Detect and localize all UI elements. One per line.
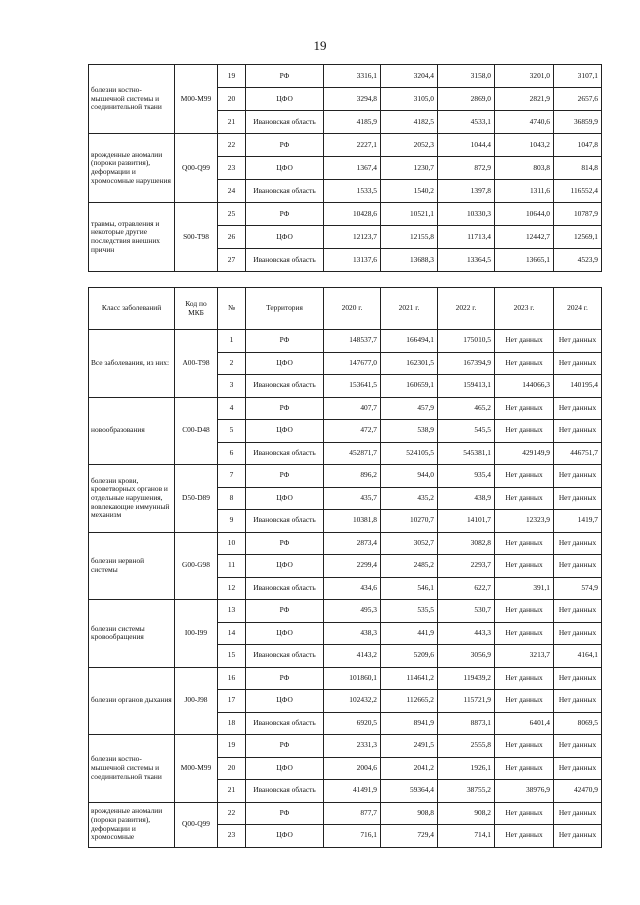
value-cell: 944,0 <box>381 465 438 488</box>
value-cell: 112665,2 <box>381 690 438 713</box>
territory-cell: Ивановская область <box>246 712 324 735</box>
value-cell: 13137,6 <box>324 249 381 272</box>
value-cell: 1367,4 <box>324 157 381 180</box>
value-cell: Нет данных <box>495 487 554 510</box>
value-cell: 574,9 <box>554 577 602 600</box>
row-number-cell: 21 <box>218 780 246 803</box>
value-cell: 3052,7 <box>381 532 438 555</box>
value-cell: 446751,7 <box>554 442 602 465</box>
value-cell: Нет данных <box>495 555 554 578</box>
row-number-cell: 19 <box>218 65 246 88</box>
disease-class-cell: врожденные аномалии (пороки развития), деформации и хромосомные нарушения <box>89 134 175 203</box>
value-cell: 148537,7 <box>324 330 381 353</box>
value-cell: 716,1 <box>324 825 381 848</box>
icd-code-cell: Q00-Q99 <box>175 802 218 847</box>
value-cell: Нет данных <box>554 330 602 353</box>
value-cell: 12123,7 <box>324 226 381 249</box>
value-cell: 908,8 <box>381 802 438 825</box>
value-cell: 38976,9 <box>495 780 554 803</box>
icd-code-cell: S00-T98 <box>175 203 218 272</box>
value-cell: 144066,3 <box>495 375 554 398</box>
row-number-cell: 26 <box>218 226 246 249</box>
disease-class-cell: новообразования <box>89 397 175 465</box>
row-number-cell: 23 <box>218 825 246 848</box>
table-row <box>89 532 602 555</box>
value-cell: 1043,2 <box>495 134 554 157</box>
icd-code-cell: A00-T98 <box>175 330 218 398</box>
value-cell: 140195,4 <box>554 375 602 398</box>
row-number-cell: 6 <box>218 442 246 465</box>
value-cell: 896,2 <box>324 465 381 488</box>
value-cell: 1419,7 <box>554 510 602 533</box>
territory-cell: Ивановская область <box>246 645 324 668</box>
value-cell: Нет данных <box>554 690 602 713</box>
value-cell: Нет данных <box>495 667 554 690</box>
territory-cell: Ивановская область <box>246 442 324 465</box>
disease-class-cell: болезни нервной системы <box>89 532 175 600</box>
value-cell: 443,3 <box>438 622 495 645</box>
row-number-cell: 10 <box>218 532 246 555</box>
row-number-cell: 24 <box>218 180 246 203</box>
disease-class-cell: болезни системы кровообращения <box>89 600 175 668</box>
header-row <box>89 288 602 330</box>
row-number-cell: 19 <box>218 735 246 758</box>
territory-cell: РФ <box>246 667 324 690</box>
icd-code-cell: M00-M99 <box>175 735 218 803</box>
disease-class-cell: врожденные аномалии (пороки развития), деформации и хромосомные <box>89 802 175 847</box>
icd-code-cell: D50-D89 <box>175 465 218 533</box>
territory-cell: Ивановская область <box>246 180 324 203</box>
value-cell: Нет данных <box>554 420 602 443</box>
value-cell: 872,9 <box>438 157 495 180</box>
value-cell: 14101,7 <box>438 510 495 533</box>
value-cell: 162301,5 <box>381 352 438 375</box>
value-cell: 116552,4 <box>554 180 602 203</box>
value-cell: 119439,2 <box>438 667 495 690</box>
value-cell: 13665,1 <box>495 249 554 272</box>
value-cell: Нет данных <box>495 690 554 713</box>
value-cell: 2869,0 <box>438 88 495 111</box>
row-number-cell: 20 <box>218 88 246 111</box>
header-2022: 2022 г. <box>438 288 495 330</box>
value-cell: 429149,9 <box>495 442 554 465</box>
row-number-cell: 11 <box>218 555 246 578</box>
value-cell: 441,9 <box>381 622 438 645</box>
value-cell: 10787,9 <box>554 203 602 226</box>
row-number-cell: 3 <box>218 375 246 398</box>
value-cell: 465,2 <box>438 397 495 420</box>
territory-cell: ЦФО <box>246 157 324 180</box>
value-cell: Нет данных <box>495 622 554 645</box>
value-cell: 12155,8 <box>381 226 438 249</box>
icd-code-cell: M00-M99 <box>175 65 218 134</box>
value-cell: 407,7 <box>324 397 381 420</box>
value-cell: 2004,6 <box>324 757 381 780</box>
row-number-cell: 1 <box>218 330 246 353</box>
value-cell: 2293,7 <box>438 555 495 578</box>
value-cell: 160659,1 <box>381 375 438 398</box>
value-cell: 935,4 <box>438 465 495 488</box>
value-cell: 495,3 <box>324 600 381 623</box>
territory-cell: Ивановская область <box>246 249 324 272</box>
value-cell: Нет данных <box>554 487 602 510</box>
value-cell: 6920,5 <box>324 712 381 735</box>
value-cell: 115721,9 <box>438 690 495 713</box>
territory-cell: ЦФО <box>246 555 324 578</box>
value-cell: 3316,1 <box>324 65 381 88</box>
value-cell: 59364,4 <box>381 780 438 803</box>
table-row <box>89 465 602 488</box>
value-cell: Нет данных <box>554 352 602 375</box>
table-row <box>89 65 602 88</box>
value-cell: 153641,5 <box>324 375 381 398</box>
value-cell: 4182,5 <box>381 111 438 134</box>
value-cell: 114641,2 <box>381 667 438 690</box>
value-cell: 438,3 <box>324 622 381 645</box>
row-number-cell: 9 <box>218 510 246 533</box>
value-cell: 457,9 <box>381 397 438 420</box>
value-cell: 42470,9 <box>554 780 602 803</box>
value-cell: 4143,2 <box>324 645 381 668</box>
territory-cell: РФ <box>246 600 324 623</box>
value-cell: Нет данных <box>554 802 602 825</box>
value-cell: 10381,8 <box>324 510 381 533</box>
value-cell: 530,7 <box>438 600 495 623</box>
value-cell: 1044,4 <box>438 134 495 157</box>
value-cell: 36859,9 <box>554 111 602 134</box>
value-cell: 12442,7 <box>495 226 554 249</box>
row-number-cell: 4 <box>218 397 246 420</box>
territory-cell: Ивановская область <box>246 510 324 533</box>
value-cell: 2331,3 <box>324 735 381 758</box>
value-cell: 159413,1 <box>438 375 495 398</box>
value-cell: Нет данных <box>495 757 554 780</box>
territory-cell: ЦФО <box>246 352 324 375</box>
value-cell: 435,2 <box>381 487 438 510</box>
value-cell: Нет данных <box>554 825 602 848</box>
value-cell: 2821,9 <box>495 88 554 111</box>
value-cell: Нет данных <box>554 600 602 623</box>
value-cell: Нет данных <box>554 735 602 758</box>
icd-code-cell: Q00-Q99 <box>175 134 218 203</box>
header-code: Код по МКБ <box>175 288 218 330</box>
value-cell: Нет данных <box>495 352 554 375</box>
value-cell: Нет данных <box>495 420 554 443</box>
row-number-cell: 2 <box>218 352 246 375</box>
value-cell: 1540,2 <box>381 180 438 203</box>
territory-cell: РФ <box>246 65 324 88</box>
header-2020: 2020 г. <box>324 288 381 330</box>
morbidity-table <box>88 287 602 848</box>
value-cell: 2052,3 <box>381 134 438 157</box>
value-cell: 1047,8 <box>554 134 602 157</box>
value-cell: 10644,0 <box>495 203 554 226</box>
value-cell: 472,7 <box>324 420 381 443</box>
value-cell: 38755,2 <box>438 780 495 803</box>
header-class: Класс заболеваний <box>89 288 175 330</box>
value-cell: Нет данных <box>495 397 554 420</box>
row-number-cell: 23 <box>218 157 246 180</box>
row-number-cell: 22 <box>218 802 246 825</box>
value-cell: 12569,1 <box>554 226 602 249</box>
table-row <box>89 802 602 825</box>
value-cell: Нет данных <box>554 757 602 780</box>
value-cell: 10428,6 <box>324 203 381 226</box>
row-number-cell: 21 <box>218 111 246 134</box>
territory-cell: ЦФО <box>246 420 324 443</box>
value-cell: 147677,0 <box>324 352 381 375</box>
value-cell: 2041,2 <box>381 757 438 780</box>
value-cell: 3082,8 <box>438 532 495 555</box>
value-cell: 3056,9 <box>438 645 495 668</box>
territory-cell: Ивановская область <box>246 111 324 134</box>
value-cell: 41491,9 <box>324 780 381 803</box>
value-cell: Нет данных <box>554 397 602 420</box>
row-number-cell: 22 <box>218 134 246 157</box>
row-number-cell: 5 <box>218 420 246 443</box>
territory-cell: ЦФО <box>246 825 324 848</box>
territory-cell: Ивановская область <box>246 780 324 803</box>
value-cell: 524105,5 <box>381 442 438 465</box>
table-row <box>89 667 602 690</box>
value-cell: 8873,1 <box>438 712 495 735</box>
value-cell: 622,7 <box>438 577 495 600</box>
row-number-cell: 18 <box>218 712 246 735</box>
value-cell: Нет данных <box>495 802 554 825</box>
value-cell: 1230,7 <box>381 157 438 180</box>
value-cell: 2299,4 <box>324 555 381 578</box>
header-number: № <box>218 288 246 330</box>
value-cell: 2485,2 <box>381 555 438 578</box>
value-cell: 546,1 <box>381 577 438 600</box>
territory-cell: РФ <box>246 802 324 825</box>
disease-class-cell: болезни органов дыхания <box>89 667 175 735</box>
row-number-cell: 25 <box>218 203 246 226</box>
value-cell: Нет данных <box>495 735 554 758</box>
header-2024: 2024 г. <box>554 288 602 330</box>
icd-code-cell: J00-J98 <box>175 667 218 735</box>
disease-class-cell: болезни крови, кроветворных органов и отдельные нарушения, вовлекающие иммунный механизм <box>89 465 175 533</box>
value-cell: 2555,8 <box>438 735 495 758</box>
morbidity-table-continued <box>88 64 602 272</box>
table-row <box>89 600 602 623</box>
territory-cell: Ивановская область <box>246 375 324 398</box>
table-row <box>89 735 602 758</box>
value-cell: 535,5 <box>381 600 438 623</box>
value-cell: 3213,7 <box>495 645 554 668</box>
territory-cell: РФ <box>246 397 324 420</box>
value-cell: 175010,5 <box>438 330 495 353</box>
value-cell: Нет данных <box>495 532 554 555</box>
territory-cell: РФ <box>246 330 324 353</box>
value-cell: 3201,0 <box>495 65 554 88</box>
territory-cell: РФ <box>246 134 324 157</box>
territory-cell: ЦФО <box>246 690 324 713</box>
value-cell: 12323,9 <box>495 510 554 533</box>
value-cell: Нет данных <box>554 622 602 645</box>
value-cell: 11713,4 <box>438 226 495 249</box>
value-cell: Нет данных <box>554 465 602 488</box>
row-number-cell: 27 <box>218 249 246 272</box>
value-cell: 4523,9 <box>554 249 602 272</box>
header-2021: 2021 г. <box>381 288 438 330</box>
disease-class-cell: травмы, отравления и некоторые другие последствия внешних причин <box>89 203 175 272</box>
value-cell: 538,9 <box>381 420 438 443</box>
disease-class-cell: болезни костно-мышечной системы и соединительной ткани <box>89 65 175 134</box>
value-cell: 814,8 <box>554 157 602 180</box>
value-cell: 166494,1 <box>381 330 438 353</box>
value-cell: 4740,6 <box>495 111 554 134</box>
value-cell: 3204,4 <box>381 65 438 88</box>
territory-cell: РФ <box>246 532 324 555</box>
value-cell: 8941,9 <box>381 712 438 735</box>
value-cell: 4533,1 <box>438 111 495 134</box>
disease-class-cell: Все заболевания, из них: <box>89 330 175 398</box>
value-cell: 803,8 <box>495 157 554 180</box>
value-cell: 435,7 <box>324 487 381 510</box>
disease-class-cell: болезни костно-мышечной системы и соединительной ткани <box>89 735 175 803</box>
value-cell: 6401,4 <box>495 712 554 735</box>
value-cell: 2227,1 <box>324 134 381 157</box>
value-cell: 13364,5 <box>438 249 495 272</box>
value-cell: 10521,1 <box>381 203 438 226</box>
value-cell: 729,4 <box>381 825 438 848</box>
value-cell: 2491,5 <box>381 735 438 758</box>
icd-code-cell: I00-I99 <box>175 600 218 668</box>
territory-cell: ЦФО <box>246 487 324 510</box>
territory-cell: ЦФО <box>246 88 324 111</box>
icd-code-cell: C00-D48 <box>175 397 218 465</box>
value-cell: 434,6 <box>324 577 381 600</box>
value-cell: 714,1 <box>438 825 495 848</box>
territory-cell: РФ <box>246 735 324 758</box>
row-number-cell: 8 <box>218 487 246 510</box>
value-cell: Нет данных <box>495 825 554 848</box>
value-cell: 908,2 <box>438 802 495 825</box>
territory-cell: Ивановская область <box>246 577 324 600</box>
table-row <box>89 203 602 226</box>
value-cell: 10330,3 <box>438 203 495 226</box>
value-cell: 13688,3 <box>381 249 438 272</box>
territory-cell: ЦФО <box>246 622 324 645</box>
value-cell: 3105,0 <box>381 88 438 111</box>
territory-cell: ЦФО <box>246 226 324 249</box>
value-cell: 877,7 <box>324 802 381 825</box>
header-2023: 2023 г. <box>495 288 554 330</box>
value-cell: 167394,9 <box>438 352 495 375</box>
value-cell: Нет данных <box>554 555 602 578</box>
value-cell: 5209,6 <box>381 645 438 668</box>
value-cell: 4164,1 <box>554 645 602 668</box>
value-cell: Нет данных <box>495 465 554 488</box>
value-cell: 545381,1 <box>438 442 495 465</box>
value-cell: 8069,5 <box>554 712 602 735</box>
value-cell: Нет данных <box>554 532 602 555</box>
page-number: 19 <box>313 38 327 53</box>
value-cell: Нет данных <box>495 600 554 623</box>
row-number-cell: 12 <box>218 577 246 600</box>
value-cell: 1926,1 <box>438 757 495 780</box>
value-cell: 438,9 <box>438 487 495 510</box>
value-cell: 1397,8 <box>438 180 495 203</box>
row-number-cell: 17 <box>218 690 246 713</box>
value-cell: 452871,7 <box>324 442 381 465</box>
row-number-cell: 16 <box>218 667 246 690</box>
value-cell: Нет данных <box>495 330 554 353</box>
row-number-cell: 15 <box>218 645 246 668</box>
table-row <box>89 397 602 420</box>
value-cell: 10270,7 <box>381 510 438 533</box>
territory-cell: РФ <box>246 465 324 488</box>
value-cell: 391,1 <box>495 577 554 600</box>
value-cell: 1533,5 <box>324 180 381 203</box>
icd-code-cell: G00-G98 <box>175 532 218 600</box>
value-cell: 3107,1 <box>554 65 602 88</box>
value-cell: 2873,4 <box>324 532 381 555</box>
value-cell: 102432,2 <box>324 690 381 713</box>
value-cell: 101860,1 <box>324 667 381 690</box>
row-number-cell: 13 <box>218 600 246 623</box>
value-cell: 3158,0 <box>438 65 495 88</box>
row-number-cell: 14 <box>218 622 246 645</box>
value-cell: 545,5 <box>438 420 495 443</box>
territory-cell: РФ <box>246 203 324 226</box>
value-cell: 2657,6 <box>554 88 602 111</box>
table-row <box>89 134 602 157</box>
header-territory: Территория <box>246 288 324 330</box>
table-row <box>89 330 602 353</box>
value-cell: 4185,9 <box>324 111 381 134</box>
territory-cell: ЦФО <box>246 757 324 780</box>
value-cell: Нет данных <box>554 667 602 690</box>
row-number-cell: 20 <box>218 757 246 780</box>
value-cell: 1311,6 <box>495 180 554 203</box>
value-cell: 3294,8 <box>324 88 381 111</box>
row-number-cell: 7 <box>218 465 246 488</box>
